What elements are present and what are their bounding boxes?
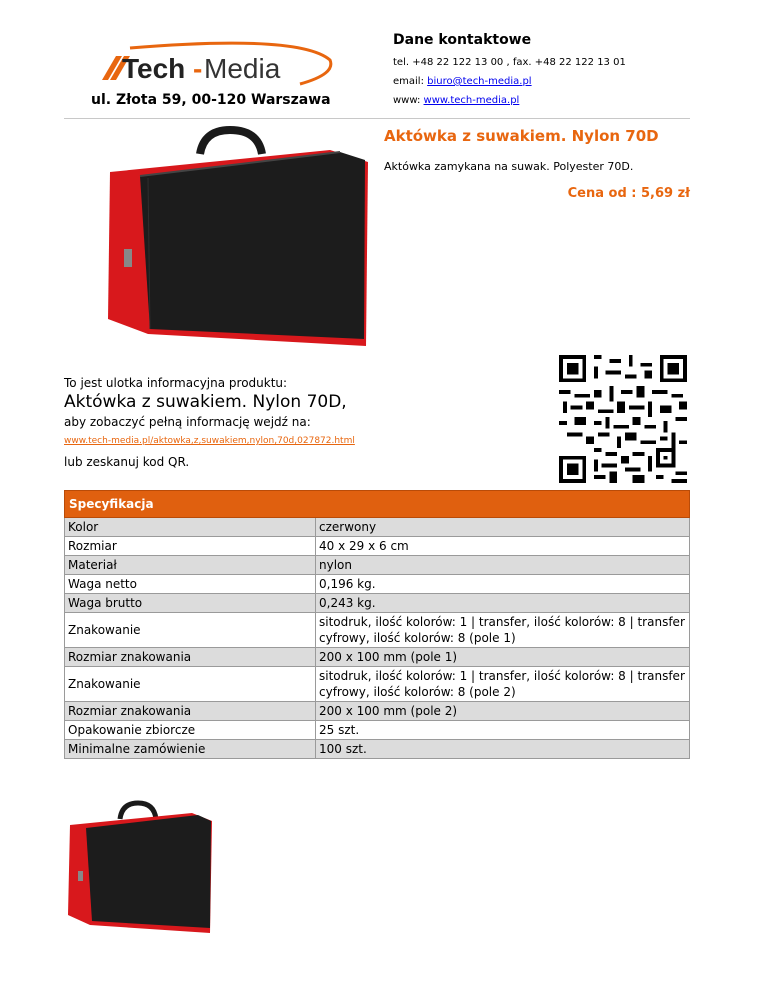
header-divider [64, 118, 690, 119]
spec-key: Waga brutto [65, 594, 316, 613]
company-address: ul. Złota 59, 00-120 Warszawa [91, 92, 331, 108]
product-price: Cena od : 5,69 zł [567, 186, 690, 201]
spec-value: sitodruk, ilość kolorów: 1 | transfer, ilość kolorów: 8 | transfer cyfrowy, ilość kolorów: 8 (pole 2) [316, 667, 690, 702]
spec-row [65, 518, 690, 537]
logo-text-tech: Tech [122, 53, 186, 84]
briefcase-image-large [100, 124, 370, 354]
info-intro: To jest ulotka informacyjna produktu: [64, 376, 288, 390]
briefcase-image-small [64, 795, 214, 935]
spec-value: 200 x 100 mm (pole 1) [316, 648, 690, 667]
spec-key: Znakowanie [65, 613, 316, 648]
spec-row [65, 740, 690, 759]
spec-key: Rozmiar znakowania [65, 648, 316, 667]
email-label: email: [393, 76, 428, 87]
spec-value: czerwony [316, 518, 690, 537]
spec-row [65, 575, 690, 594]
spec-row [65, 537, 690, 556]
spec-key: Rozmiar znakowania [65, 702, 316, 721]
spec-value: sitodruk, ilość kolorów: 1 | transfer, ilość kolorów: 8 | transfer cyfrowy, ilość kolorów: 8 (pole 1) [316, 613, 690, 648]
contact-title: Dane kontaktowe [393, 32, 532, 48]
logo-text-media: Media [204, 53, 281, 84]
company-logo [100, 40, 340, 88]
info-product-name: Aktówka z suwakiem. Nylon 70D, [64, 392, 347, 412]
info-scan-text: lub zeskanuj kod QR. [64, 455, 190, 469]
spec-key: Minimalne zamówienie [65, 740, 316, 759]
spec-value: 200 x 100 mm (pole 2) [316, 702, 690, 721]
info-visit-text: aby zobaczyć pełną informację wejdź na: [64, 415, 311, 429]
email-link[interactable]: biuro@tech-media.pl [427, 76, 532, 87]
spec-value: 0,243 kg. [316, 594, 690, 613]
product-description: Aktówka zamykana na suwak. Polyester 70D. [384, 160, 634, 173]
spec-row [65, 702, 690, 721]
spec-row [65, 613, 690, 648]
contact-www-line [393, 95, 519, 106]
logo-text-dash: - [193, 53, 203, 84]
spec-value: 0,196 kg. [316, 575, 690, 594]
product-title: Aktówka z suwakiem. Nylon 70D [384, 127, 659, 145]
spec-key: Kolor [65, 518, 316, 537]
spec-row [65, 594, 690, 613]
contact-phone-fax: tel. +48 22 122 13 00 , fax. +48 22 122 13 01 [393, 57, 626, 68]
spec-value: 25 szt. [316, 721, 690, 740]
specification-table [64, 490, 690, 759]
www-label: www: [393, 95, 424, 106]
spec-value: 100 szt. [316, 740, 690, 759]
contact-email-line [393, 76, 532, 87]
spec-row [65, 721, 690, 740]
spec-value: nylon [316, 556, 690, 575]
spec-row [65, 556, 690, 575]
spec-key: Materiał [65, 556, 316, 575]
spec-key: Rozmiar [65, 537, 316, 556]
qr-code-icon [559, 355, 687, 483]
spec-key: Znakowanie [65, 667, 316, 702]
spec-key: Opakowanie zbiorcze [65, 721, 316, 740]
spec-value: 40 x 29 x 6 cm [316, 537, 690, 556]
www-link[interactable]: www.tech-media.pl [423, 95, 520, 106]
spec-row [65, 648, 690, 667]
spec-header: Specyfikacja [65, 491, 690, 518]
spec-key: Waga netto [65, 575, 316, 594]
spec-row [65, 667, 690, 702]
product-url-link[interactable]: www.tech-media.pl/aktowka,z,suwakiem,nylon,70d,027872.html [64, 436, 355, 446]
spec-body [65, 518, 690, 759]
